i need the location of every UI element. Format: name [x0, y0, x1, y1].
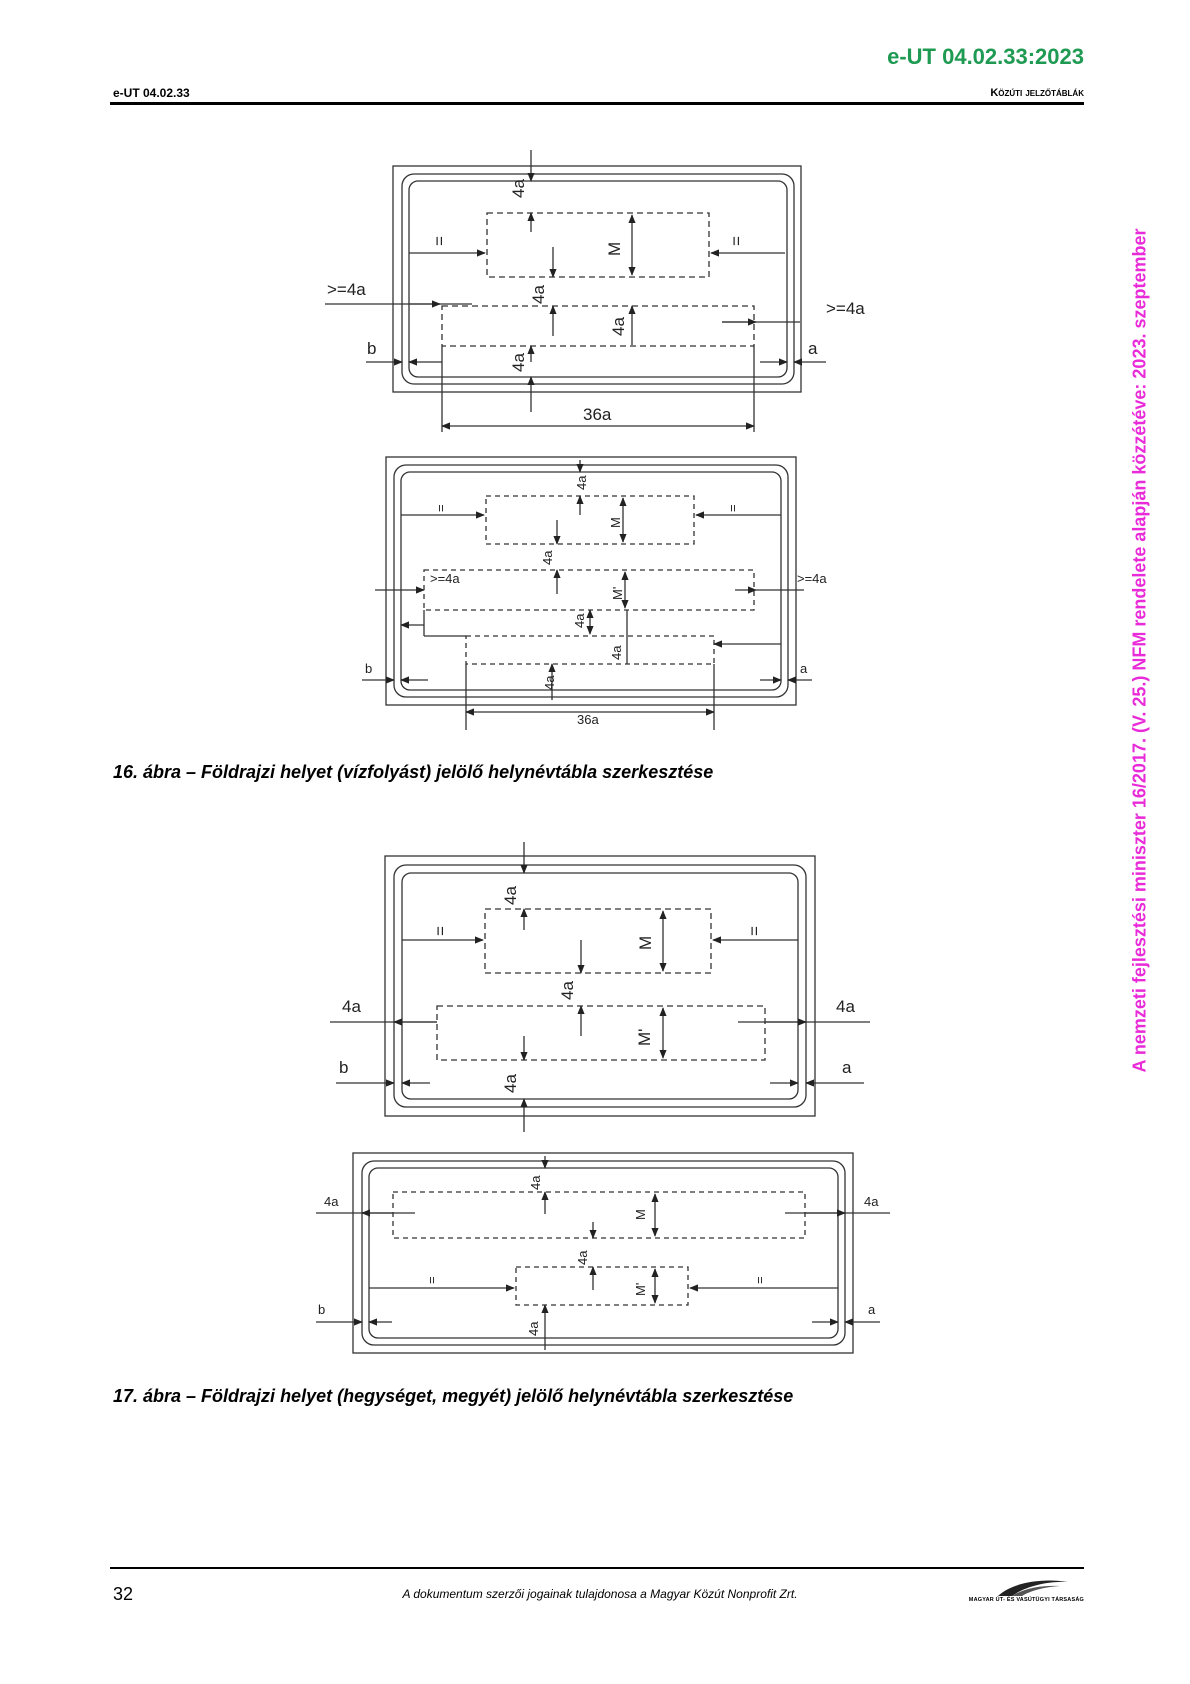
dim-label: 36a	[583, 405, 612, 424]
dim-label: =	[431, 926, 450, 936]
dim-label: 4a	[540, 550, 555, 565]
text-box-lower	[442, 306, 754, 346]
dim-label: 36a	[577, 712, 599, 727]
sign-border-inner	[409, 181, 787, 377]
header-doc-id: e-UT 04.02.33	[113, 86, 190, 100]
text-box-upper	[486, 496, 694, 544]
dim-label: M	[636, 935, 655, 950]
dim-label: >=4a	[826, 299, 865, 318]
logo-text: MAGYAR ÚT- ÉS VASÚTÜGYI TÁRSASÁG	[968, 1597, 1084, 1603]
dim-label: a	[842, 1058, 852, 1077]
figure-17b	[316, 1153, 890, 1353]
figure-16a-labels	[327, 179, 865, 424]
header-section-title: Közúti jelzőtáblák	[990, 87, 1084, 99]
dim-label: =	[430, 236, 449, 246]
dim-label: 4a	[575, 1250, 590, 1265]
dim-label: 4a	[572, 613, 587, 628]
dim-label: >=4a	[797, 571, 827, 586]
figure-16b	[362, 457, 812, 730]
dim-label: 4a	[509, 179, 528, 198]
dim-label: 4a	[864, 1194, 879, 1209]
dim-label: =	[433, 504, 448, 512]
sign-outline	[385, 856, 815, 1116]
dim-label: b	[365, 661, 373, 676]
dim-label: 4a	[342, 997, 361, 1016]
dim-label: 4a	[609, 645, 624, 660]
dim-label: b	[367, 339, 377, 358]
dim-label: b	[339, 1058, 349, 1077]
figure-17b-labels	[318, 1175, 879, 1336]
sign-outline	[393, 166, 801, 392]
figure-17a	[330, 842, 870, 1132]
dim-label: =	[424, 1276, 439, 1284]
copyright-notice: A dokumentum szerzői jogainak tulajdonosa a Magyar Közút Nonprofit Zrt.	[402, 1587, 798, 1601]
dim-label: =	[745, 926, 764, 936]
dim-label: M'	[610, 586, 625, 600]
dim-label: 4a	[528, 1175, 543, 1190]
dim-label: 4a	[609, 317, 628, 336]
text-box-upper	[487, 213, 709, 277]
road-swoosh-icon	[928, 1578, 1084, 1598]
text-box-middle	[424, 570, 754, 610]
figure-16-caption: 16. ábra – Földrajzi helyet (vízfolyást) jelölő helynévtábla szerkesztése	[113, 762, 714, 782]
sign-border-outer	[394, 865, 806, 1107]
dim-label: 4a	[542, 675, 557, 690]
dim-label: M	[633, 1209, 648, 1220]
dim-label: a	[868, 1302, 876, 1317]
dim-label: M'	[633, 1282, 648, 1296]
dim-label: =	[725, 504, 740, 512]
text-box-lower	[437, 1006, 765, 1060]
dim-label: 4a	[529, 285, 548, 304]
dim-label: M	[605, 241, 624, 256]
sign-border-inner	[369, 1168, 838, 1338]
figure-16a	[325, 150, 826, 432]
dim-label: >=4a	[327, 280, 366, 299]
dim-label: b	[318, 1302, 326, 1317]
figure-16b-labels	[365, 475, 827, 727]
dim-label: =	[752, 1276, 767, 1284]
document-code: e-UT 04.02.33:2023	[887, 44, 1084, 69]
dim-label: >=4a	[430, 571, 460, 586]
dim-label: 4a	[501, 1074, 520, 1093]
figure-17a-labels	[339, 886, 855, 1093]
dim-label: M'	[635, 1028, 654, 1046]
dim-label: 4a	[526, 1321, 541, 1336]
dim-label: =	[727, 236, 746, 246]
sign-border-outer	[362, 1161, 845, 1345]
dim-label: a	[808, 339, 818, 358]
dim-label: M	[608, 517, 623, 528]
figure-17-caption: 17. ábra – Földrajzi helyet (hegységet, megyét) jelölő helynévtábla szerkesztése	[113, 1386, 794, 1406]
text-box-upper	[485, 909, 711, 973]
page-number: 32	[113, 1584, 134, 1604]
dim-label: 4a	[509, 353, 528, 372]
dim-label: 4a	[501, 886, 520, 905]
dim-label: 4a	[836, 997, 855, 1016]
publication-side-note: A nemzeti fejlesztési miniszter 16/2017. (V. 25.) NFM rendelete alapján közzétéve: 2023. szeptember	[1129, 228, 1150, 1073]
footer-rule	[110, 1567, 1084, 1569]
dim-label: a	[800, 661, 808, 676]
dim-label: 4a	[558, 981, 577, 1000]
text-box-lower	[516, 1267, 688, 1305]
sign-border-outer	[402, 174, 794, 384]
sign-border-inner	[402, 873, 798, 1099]
dim-label: 4a	[574, 475, 589, 490]
text-box-upper	[393, 1192, 805, 1238]
text-box-lower	[466, 636, 714, 664]
publisher-logo	[928, 1578, 1084, 1608]
sign-outline	[353, 1153, 853, 1353]
dim-label: 4a	[324, 1194, 339, 1209]
